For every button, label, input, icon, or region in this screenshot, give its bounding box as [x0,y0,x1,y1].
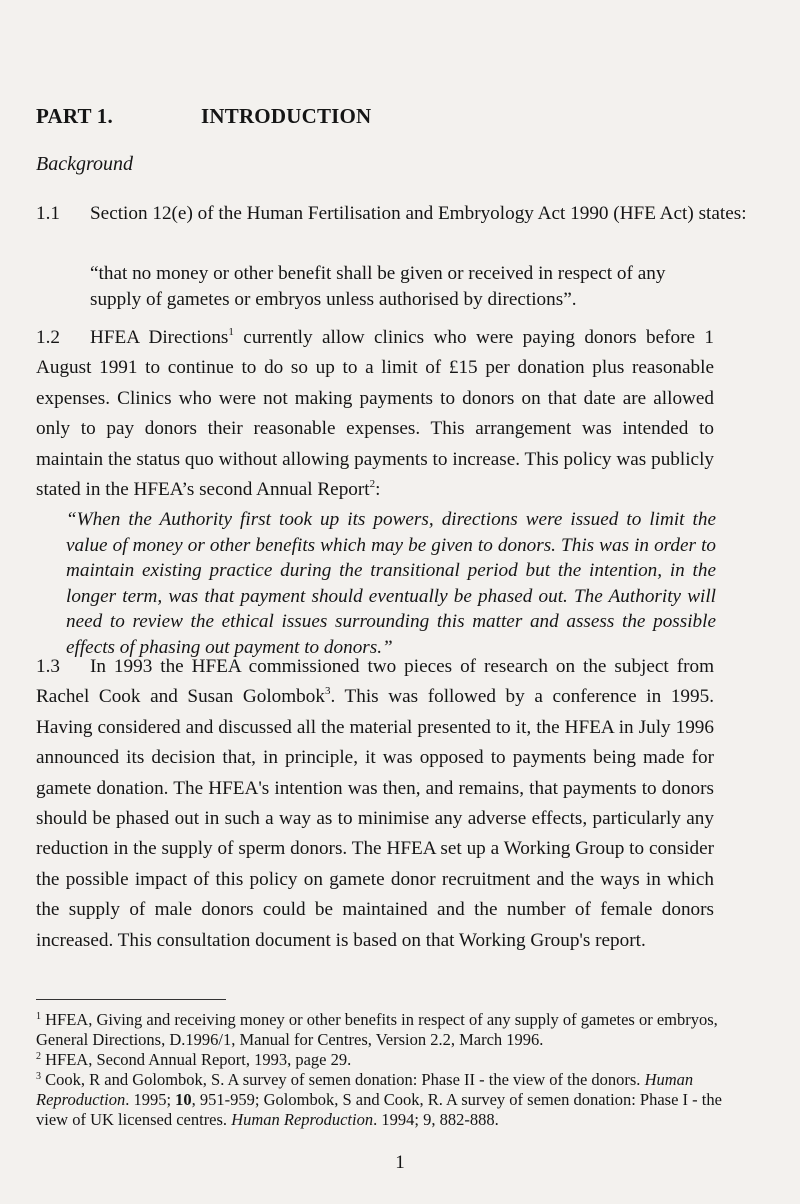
footnote-divider [36,999,226,1000]
paragraph-text: In 1993 the HFEA commissioned two pieces of research on the subject from Rachel Cook and Susan Golombok [36,656,714,708]
journal-title: Human Reproduction [231,1110,374,1129]
paragraph-1-3 [36,652,714,956]
paragraph-text: . This was followed by a conference in 1995. Having considered and discussed all the material presented to it, the HFEA in July 1996 announced its decision that, in principle, it was opposed to payments being made for gamete donation. The HFEA's intention was then, and remains, that payments to donors should be phased out in such a way as to minimise any adverse effects, particularly any reduction in the supply of sperm donors. The HFEA set up a Working Group to consider the possible impact of this policy on gamete donor recruitment and the ways in which the supply of male donors could be maintained and the number of female donors increased. This consultation document is based on that Working Group's report. [36,686,714,951]
footnote-text: , 951-959; Golombok, S and Cook, R. A survey of semen donation: Phase I - the view of UK licensed centres. [36,1090,722,1129]
paragraph-number: 1.2 [36,327,60,348]
section-title: INTRODUCTION [201,104,372,128]
footnote-ref: 2 [369,478,376,491]
paragraph-number: 1.3 [36,656,60,677]
footnote-1 [36,1010,726,1050]
quotation-hfe-act: “that no money or other benefit shall be given or received in respect of any supply of gametes or embryos unless authorised by directions”. [90,263,666,310]
volume-number: 10 [175,1090,192,1109]
section-heading [36,104,372,129]
footnote-text: . 1995; [125,1090,176,1109]
paragraph-text: currently allow clinics who were paying donors before 1 August 1991 to continue to do so up to a limit of £15 per donation plus reasonable expenses. Clinics who were not making payments to donors on that date are allowed only to pay donors their reasonable expenses. This arrangement was intended to maintain the status quo without allowing payments to increase. This policy was publicly stated in the HFEA’s second Annual Report [36,327,714,501]
footnote-3 [36,1070,726,1130]
footnote-mark: 1 [36,1011,41,1022]
footnote-mark: 2 [36,1051,41,1062]
footnote-text: Cook, R and Golombok, S. A survey of semen donation: Phase II - the view of the donors. [45,1070,641,1089]
footnotes [36,1010,726,1130]
paragraph-text: HFEA Directions [90,327,229,348]
footnote-2 [36,1050,726,1070]
footnote-mark: 3 [36,1071,41,1082]
paragraph-1-1 [36,199,747,229]
journal-title: Human Reproduction [36,1070,694,1109]
page-number: 1 [395,1152,405,1173]
quotation-annual-report: “When the Authority first took up its powers, directions were issued to limit the value of money or other benefits which may be given to donors. This was in order to maintain existing practice during the transitional period but the intention, in the longer term, was that payment should eventually be phased out. The Authority will need to review the ethical issues surrounding this matter and assess the possible effects of phasing out payment to donors.” [66,509,716,658]
footnote-ref: 3 [324,685,331,698]
paragraph-number: 1.1 [36,203,60,224]
paragraph-text: Section 12(e) of the Human Fertilisation and Embryology Act 1990 (HFE Act) states: [90,203,747,224]
paragraph-1-2 [36,323,714,505]
footnote-ref: 1 [228,326,234,338]
footnote-text: HFEA, Second Annual Report, 1993, page 29. [45,1050,352,1069]
footnote-text: . 1994; 9, 882-888. [373,1110,499,1129]
paragraph-text: : [375,479,381,501]
footnote-text: HFEA, Giving and receiving money or other benefits in respect of any supply of gametes or embryos, General Directions, D.1996/1, Manual for Centres, Version 2.2, March 1996. [36,1010,718,1049]
subheading-background: Background [36,153,134,175]
part-label: PART 1. [36,104,113,128]
